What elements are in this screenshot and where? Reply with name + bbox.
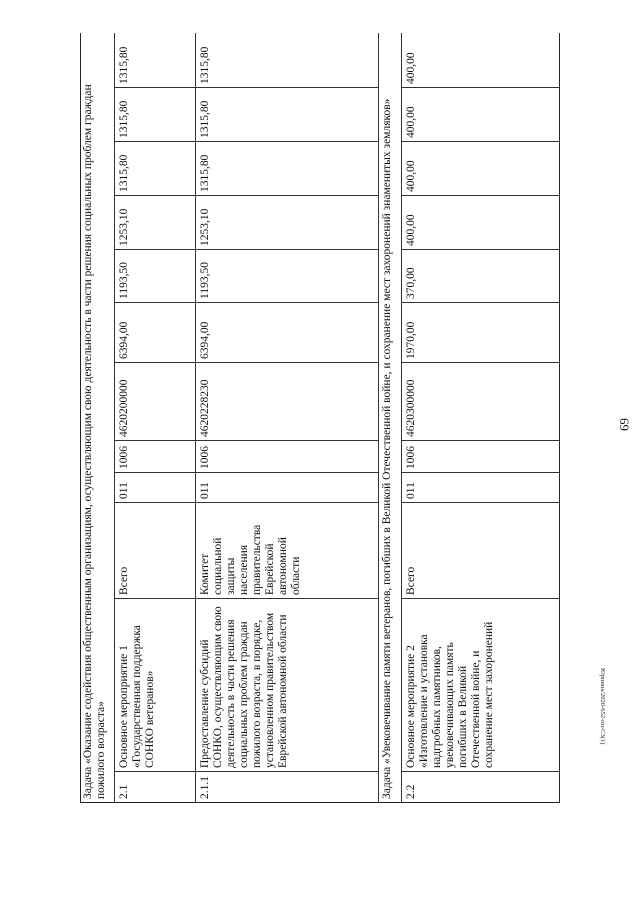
page-number: 69	[617, 418, 632, 431]
row-2-1-1-year4: 1315,80	[199, 100, 211, 138]
col-sep-3b	[402, 502, 560, 503]
row-2-1-number: 2.1	[118, 784, 130, 799]
footer-code: Юрпина/2020-652-пп-С3(1)	[599, 668, 606, 745]
col-sep-2b	[402, 598, 560, 599]
row-2-2-year3: 400,00	[405, 160, 417, 192]
row-2-2-grbs: 011	[405, 482, 417, 499]
col-sep-8b	[402, 249, 560, 250]
col-sep-2	[115, 598, 379, 599]
row-2-2-rzpr: 1006	[405, 446, 417, 469]
col-sep-5	[115, 440, 379, 441]
row-2-1-name: Основное мероприятие 1 «Государственная поддержка СОНКО ветеранов»	[118, 625, 156, 768]
table-border-bottom	[559, 33, 560, 803]
rotated-table	[80, 33, 560, 803]
row-2-1-year4: 1315,80	[118, 100, 130, 138]
col-sep-5b	[402, 440, 560, 441]
row-2-2-name: Основное мероприятие 2 «Изготовление и установка надгробных памятников, увековечивающих память погибших в Великой Отечественной войне, и сохранение мест захоронений	[405, 621, 495, 768]
row-2-1-1-number: 2.1.1	[199, 776, 211, 799]
row-2-1-1-year3: 1315,80	[199, 154, 211, 192]
row-2-1-year1: 1193,50	[118, 262, 130, 299]
row-2-2-year1: 370,00	[405, 267, 417, 299]
row-2-2-year2: 400,00	[405, 214, 417, 246]
row-2-1-rzpr: 1006	[118, 446, 130, 469]
row-2-1-1-year1: 1193,50	[199, 262, 211, 299]
row-2-1-1-name: Предоставление субсидий СОНКО, осуществляющим свою деятельность в части решения социальных проблем граждан пожилого возраста, в порядке, установленном правительством Еврейской автономной области	[199, 606, 289, 768]
row-2-1-year3: 1315,80	[118, 154, 130, 192]
row-2-1-1-year5: 1315,80	[199, 46, 211, 84]
col-sep-11	[115, 87, 379, 88]
row-2-2-total: 1970,00	[405, 321, 417, 359]
col-sep-6	[115, 362, 379, 363]
col-sep-11b	[402, 87, 560, 88]
row-2-1-1-total: 6394,00	[199, 321, 211, 359]
task-heading-2: Задача «Увековечивание памяти ветеранов, погибших в Великой Отечественной войне, и сохранение мест захоронений знаменитых земляков»	[381, 98, 393, 799]
col-sep-9	[115, 195, 379, 196]
col-sep-10b	[402, 141, 560, 142]
row-2-2-executor: Всего	[405, 566, 417, 595]
col-sep-10	[115, 141, 379, 142]
row-2-1-1-executor: Комитет социальной защиты населения правительства Еврейской автономной области	[199, 524, 302, 595]
row-2-2-year5: 400,00	[405, 52, 417, 84]
row-2-1-csr: 4620200000	[118, 379, 130, 437]
col-sep-1	[115, 771, 379, 772]
col-sep-4b	[402, 472, 560, 473]
col-sep-9b	[402, 195, 560, 196]
row-2-1-total: 6394,00	[118, 321, 130, 359]
col-sep-8	[115, 249, 379, 250]
row-2-2-year4: 400,00	[405, 106, 417, 138]
row-2-1-1-rzpr: 1006	[199, 446, 211, 469]
task-heading-1: Задача «Оказание содействия общественным организациям, осуществляющим свою деятельность в части решения социальных проблем граждан пожилого возраста»	[82, 84, 107, 799]
row-2-1-executor: Всего	[118, 566, 130, 595]
col-sep-7b	[402, 302, 560, 303]
col-sep-6b	[402, 362, 560, 363]
col-sep-4	[115, 472, 379, 473]
col-sep-3	[115, 502, 379, 503]
row-2-1-year2: 1253,10	[118, 208, 130, 246]
row-2-1-1-csr: 4620228230	[199, 379, 211, 437]
row-2-2-number: 2.2	[405, 784, 417, 799]
row-2-2-csr: 4620300000	[405, 379, 417, 437]
row-2-1-1-year2: 1253,10	[199, 208, 211, 246]
row-2-1-year5: 1315,80	[118, 46, 130, 84]
col-sep-7	[115, 302, 379, 303]
row-2-1-grbs: 011	[118, 482, 130, 499]
row-2-1-1-grbs: 011	[199, 482, 211, 499]
col-sep-1b	[402, 771, 560, 772]
